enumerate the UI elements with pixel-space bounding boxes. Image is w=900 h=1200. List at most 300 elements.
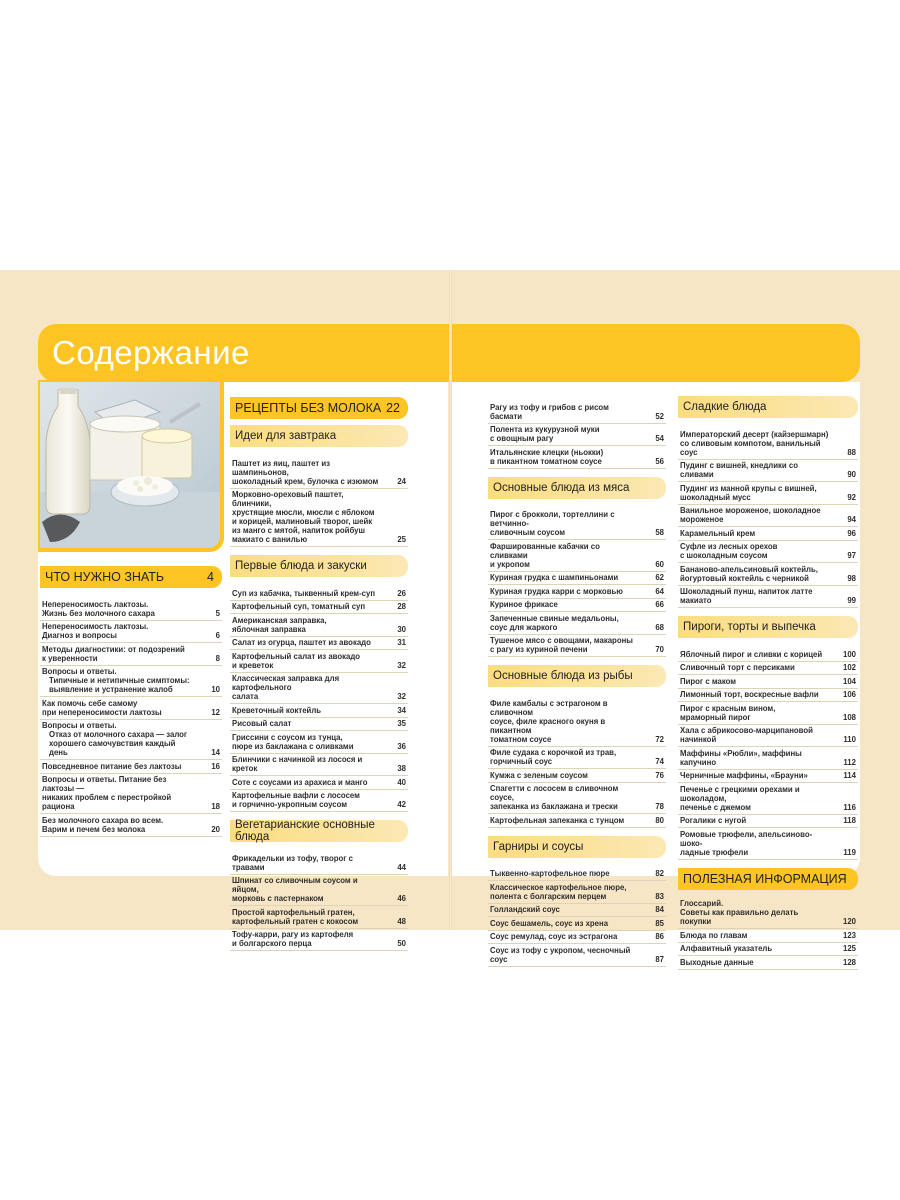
toc-entry-title	[232, 755, 386, 773]
toc-entry-line: Рагу из тофу и грибов с рисом басмати	[490, 402, 609, 421]
toc-entry-line: хрустящие мюсли, мюсли с яблоком	[232, 508, 375, 517]
toc-entry[interactable]	[488, 881, 666, 904]
toc-entry[interactable]	[678, 783, 858, 815]
toc-entry-line: шоколадный крем, булочка с изюмом	[232, 476, 379, 486]
toc-entry-title	[490, 510, 644, 537]
toc-entry[interactable]	[488, 868, 666, 882]
section-header-useful-info[interactable]	[678, 868, 858, 890]
toc-entry-page: 97	[847, 551, 856, 560]
toc-entry-page: 78	[655, 802, 664, 811]
toc-entry[interactable]	[230, 601, 408, 615]
toc-entry-title	[42, 600, 200, 618]
toc-entry-line: Пудинг из манной крупы с вишней,	[680, 483, 817, 493]
toc-entry-line: Пудинг с вишней, кнедлики со сливами	[680, 461, 798, 479]
toc-entry-line: Куриное фрикасе	[490, 600, 558, 609]
toc-entry[interactable]	[678, 898, 858, 930]
toc-entry-title	[42, 775, 200, 811]
toc-entry-line: яблочная заправка	[232, 624, 306, 634]
toc-entry-title	[680, 726, 836, 744]
dairy-products-photo	[40, 382, 220, 548]
section-header[interactable]	[230, 820, 408, 842]
toc-entry-title	[680, 816, 836, 825]
toc-entry[interactable]	[230, 906, 408, 929]
toc-entry-line: Соте с соусами из арахиса и манго	[232, 777, 368, 787]
section-title: ЧТО НУЖНО ЗНАТЬ	[45, 570, 165, 584]
toc-entry-page: 46	[397, 894, 406, 903]
toc-entry-page: 68	[655, 622, 664, 632]
toc-entry-line: Черничные маффины, «Брауни»	[680, 771, 808, 780]
toc-entry-title	[680, 958, 836, 967]
toc-entry-line: с шоколадным соусом	[680, 551, 768, 560]
toc-entry-title	[490, 425, 644, 443]
toc-entry-page: 94	[847, 515, 856, 524]
toc-entry-line: Тушеное мясо с овощами, макароны	[490, 636, 633, 645]
toc-entry-title	[490, 573, 644, 582]
toc-entry-line: Американская заправка,	[232, 615, 327, 625]
toc-entry-line: Картофельный суп, томатный суп	[232, 602, 366, 611]
toc-entry-line: к уверенности	[42, 653, 98, 663]
toc-column-4	[678, 396, 858, 970]
toc-entry-title	[490, 932, 644, 941]
toc-entry-title	[232, 490, 386, 544]
toc-entry-line: с рагу из куриной печени	[490, 645, 588, 654]
toc-entry-title	[490, 448, 644, 466]
toc-entry[interactable]	[230, 776, 408, 790]
toc-entry-title	[680, 899, 836, 926]
toc-entry[interactable]	[488, 585, 666, 599]
toc-entry-line: Вопросы и ответы. Питание без лактозы —	[42, 775, 167, 793]
toc-entry-page: 8	[215, 653, 220, 663]
toc-entry-line: Шоколадный пунш, напиток латте макиато	[680, 587, 813, 605]
toc-entry-line: Запеченные свиные медальоны,	[490, 613, 619, 623]
toc-entry[interactable]	[230, 790, 408, 813]
toc-entry-page: 32	[397, 660, 406, 670]
toc-entry-title	[232, 733, 386, 751]
toc-entry-line: и укропом	[490, 559, 530, 569]
toc-entry-title	[42, 622, 200, 640]
toc-entry-line: Диагноз и вопросы	[42, 631, 117, 640]
toc-entry[interactable]	[40, 697, 222, 720]
toc-entry-line: Шпинат со сливочным соусом и яйцом,	[232, 876, 358, 894]
toc-entry-line: Картофельная запеканка с тунцом	[490, 815, 625, 825]
toc-entry-line: Рисовый салат	[232, 719, 292, 728]
section-title: РЕЦЕПТЫ БЕЗ МОЛОКА	[235, 401, 382, 415]
toc-entry-line: пюре из баклажана с оливками	[232, 741, 354, 751]
toc-entry[interactable]	[488, 931, 666, 945]
toc-entry[interactable]	[488, 540, 666, 572]
toc-entry-title	[680, 749, 836, 767]
toc-entry-page: 120	[842, 917, 856, 926]
toc-entry-page: 48	[397, 916, 406, 926]
toc-entry-page: 54	[655, 434, 664, 443]
toc-entry[interactable]	[678, 828, 858, 860]
toc-entry-title	[490, 600, 644, 609]
toc-entry-line: соус для жаркого	[490, 622, 558, 632]
toc-entry[interactable]	[678, 586, 858, 609]
toc-entry[interactable]	[40, 666, 222, 698]
toc-entry-line: Вопросы и ответы.	[42, 721, 117, 730]
toc-entry-page: 66	[655, 600, 664, 609]
toc-entry[interactable]	[40, 720, 222, 761]
toc-entry-title	[490, 905, 644, 914]
section-header[interactable]	[230, 425, 408, 447]
toc-entry-line: Типичные и нетипичные симптомы:	[49, 676, 190, 685]
toc-entry-title	[680, 785, 836, 812]
toc-entry-line: Сливочный торт с персиками	[680, 663, 795, 672]
toc-entry-line: Ванильное мороженое, шоколадное	[680, 506, 821, 515]
toc-entry-page: 87	[655, 954, 664, 964]
toc-entry-title	[232, 908, 386, 926]
section-header[interactable]	[678, 616, 858, 638]
toc-entry-page: 12	[211, 707, 220, 717]
toc-entry-line: Соус ремулад, соус из эстрагона	[490, 932, 618, 941]
section-page: 4	[207, 570, 214, 584]
toc-entry[interactable]	[40, 598, 222, 621]
toc-entry[interactable]	[678, 747, 858, 770]
toc-entry-line: томатном соусе	[490, 734, 552, 744]
toc-entry-line: Глоссарий.	[680, 899, 724, 908]
toc-entry-line: макиато с ванилью	[232, 535, 308, 544]
toc-entry-page: 56	[655, 456, 664, 466]
toc-entry-line: в пикантном томатном соусе	[490, 456, 602, 466]
toc-entry-line: Салат из огурца, паштет из авокадо	[232, 638, 371, 647]
toc-entry[interactable]	[488, 424, 666, 447]
toc-entry[interactable]	[230, 754, 408, 777]
toc-entry-line: Гриссини с соусом из тунца,	[232, 732, 343, 742]
toc-entry[interactable]	[488, 572, 666, 586]
toc-entry[interactable]	[678, 662, 858, 676]
section-title: ПОЛЕЗНАЯ ИНФОРМАЦИЯ	[683, 871, 847, 886]
section-title: Сладкие блюда	[683, 401, 767, 413]
toc-entry-line: Куриная грудка с шампиньонами	[490, 573, 619, 582]
toc-entry[interactable]	[488, 944, 666, 967]
toc-entry[interactable]	[488, 697, 666, 747]
toc-entry-title	[232, 854, 386, 872]
toc-entry-line: Выходные данные	[680, 957, 754, 967]
toc-entry[interactable]	[230, 457, 408, 489]
toc-entry-title	[232, 459, 386, 486]
toc-entry-title	[680, 587, 836, 605]
toc-entry-line: с овощным рагу	[490, 434, 554, 443]
toc-entry-page: 18	[211, 802, 220, 811]
toc-entry[interactable]	[230, 637, 408, 651]
toc-entry-page: 58	[655, 528, 664, 537]
toc-entry-line: Филе судака с корочкой из трав,	[490, 748, 617, 757]
toc-entry-page: 35	[397, 719, 406, 728]
toc-entry[interactable]	[40, 774, 222, 815]
toc-entry[interactable]	[678, 527, 858, 541]
toc-entry-line: Голландский соус	[490, 905, 560, 914]
toc-entry-page: 14	[211, 748, 220, 757]
toc-entry-line: Морковно-ореховый паштет, блинчики,	[232, 490, 344, 508]
toc-entry-page: 70	[655, 645, 664, 654]
toc-entry[interactable]	[678, 929, 858, 943]
toc-entry[interactable]	[230, 731, 408, 754]
toc-entry-page: 85	[655, 918, 664, 928]
toc-entry[interactable]	[230, 650, 408, 673]
toc-entry-line: Пирог с красным вином,	[680, 703, 776, 713]
toc-entry-page: 31	[397, 638, 406, 647]
toc-entry-line: выявление и устранение жалоб	[49, 685, 173, 694]
toc-entry[interactable]	[678, 675, 858, 689]
toc-entry-page: 50	[397, 939, 406, 948]
toc-entry-line: мраморный пирог	[680, 712, 751, 722]
toc-entry-line: Спагетти с лососем в сливочном соусе,	[490, 784, 619, 802]
toc-entry-line: салата	[232, 692, 259, 701]
toc-entry[interactable]	[678, 460, 858, 483]
toc-entry-page: 86	[655, 932, 664, 941]
toc-entry-page: 32	[397, 692, 406, 701]
section-header[interactable]	[678, 396, 858, 418]
toc-entry-page: 100	[842, 649, 856, 659]
toc-entry-line: Лимонный торт, воскресные вафли	[680, 690, 819, 699]
toc-entry-line: Алфавитный указатель	[680, 944, 773, 953]
toc-entry-page: 108	[842, 712, 856, 722]
toc-entry-page: 112	[843, 757, 856, 767]
toc-entry-title	[232, 674, 386, 701]
toc-entry-page: 16	[211, 761, 220, 771]
toc-entry[interactable]	[488, 747, 666, 770]
toc-entry[interactable]	[488, 917, 666, 931]
toc-entry[interactable]	[678, 505, 858, 528]
toc-entry[interactable]	[488, 612, 666, 635]
toc-entry-line: Тыквенно-картофельное пюре	[490, 869, 610, 878]
toc-entry[interactable]	[230, 614, 408, 637]
toc-entry-page: 88	[847, 447, 856, 457]
toc-entry[interactable]	[488, 769, 666, 783]
section-header-recipes[interactable]	[230, 397, 408, 419]
toc-entry[interactable]	[678, 648, 858, 662]
toc-entry-page: 110	[843, 735, 856, 744]
toc-entry-title	[42, 721, 200, 757]
toc-entry-page: 40	[397, 777, 406, 787]
toc-entry-title	[232, 778, 386, 787]
toc-entry-page: 76	[655, 770, 664, 780]
toc-entry-page: 6	[215, 631, 220, 640]
toc-entry-line: йогуртовый коктейль с черникой	[680, 573, 809, 583]
toc-entry[interactable]	[40, 621, 222, 644]
toc-entry-page: 119	[843, 847, 856, 857]
section-page: 22	[386, 401, 400, 415]
toc-entry[interactable]	[678, 428, 858, 460]
toc-entry-title	[680, 771, 836, 780]
toc-entry-line: сливочным соусом	[490, 528, 566, 537]
toc-entry[interactable]	[678, 689, 858, 703]
toc-entry-line: Повседневное питание без лактозы	[42, 761, 182, 771]
section-header[interactable]	[488, 836, 666, 858]
toc-entry-page: 116	[843, 802, 856, 812]
toc-entry-line: Суфле из лесных орехов	[680, 542, 778, 551]
toc-entry-line: Соус бешамель, соус из хрена	[490, 918, 609, 928]
toc-entry-title	[490, 869, 644, 878]
toc-entry-line: Отказ от молочного сахара — залог	[49, 730, 188, 739]
toc-entry[interactable]	[678, 482, 858, 505]
toc-entry-title	[232, 652, 386, 670]
toc-entry-line: и креветок	[232, 660, 274, 670]
toc-entry-line: соусе, филе красного окуня в пикантном	[490, 716, 606, 735]
toc-entry-title	[232, 638, 386, 647]
toc-entry-page: 38	[397, 764, 406, 773]
toc-entry-title	[680, 650, 836, 659]
toc-entry-line: Филе камбалы с эстрагоном в сливочном	[490, 698, 608, 717]
toc-column-2	[230, 397, 408, 951]
toc-entry-title	[680, 430, 836, 457]
toc-entry[interactable]	[230, 852, 408, 875]
toc-entry[interactable]	[230, 929, 408, 952]
toc-entry-line: Полента из кукурузной муки	[490, 425, 600, 434]
toc-entry-line: Суп из кабачка, тыквенный крем-суп	[232, 588, 376, 598]
toc-entry-line: Классическое картофельное пюре,	[490, 882, 627, 892]
toc-entry-title	[680, 944, 836, 953]
toc-entry-title	[490, 403, 644, 421]
toc-entry[interactable]	[678, 815, 858, 829]
toc-entry-title	[680, 704, 836, 722]
toc-entry-line: Картофельный салат из авокадо	[232, 651, 361, 661]
toc-entry[interactable]	[230, 489, 408, 548]
toc-entry-line: Кумжа с зеленым соусом	[490, 770, 588, 780]
toc-entry-title	[490, 614, 644, 632]
toc-entry-title	[232, 706, 386, 715]
toc-entry-line: Бананово-апельсиновый коктейль,	[680, 564, 818, 574]
toc-entry-page: 74	[655, 757, 664, 766]
toc-entry[interactable]	[230, 704, 408, 718]
toc-list	[678, 396, 858, 970]
toc-list	[230, 425, 408, 951]
toc-entry-title	[490, 587, 644, 596]
toc-entry-page: 52	[655, 411, 664, 421]
toc-entry-line: из манго с мятой, напиток ройбуш	[232, 526, 366, 535]
toc-entry-title	[680, 677, 836, 686]
toc-entry-title	[232, 589, 386, 598]
toc-entry[interactable]	[488, 401, 666, 424]
toc-entry-title	[680, 690, 836, 699]
toc-entry-page: 98	[847, 573, 856, 583]
toc-column-3	[488, 401, 666, 967]
section-header[interactable]	[488, 477, 666, 499]
toc-entry-line: печенье с джемом	[680, 802, 751, 812]
toc-entry-line: Советы как правильно делать покупки	[680, 908, 799, 926]
section-header-what-to-know[interactable]	[40, 566, 222, 588]
toc-entry-line: Без молочного сахара во всем.	[42, 815, 164, 825]
toc-entry-line: Непереносимость лактозы.	[42, 599, 149, 609]
toc-entry[interactable]	[678, 541, 858, 564]
toc-entry-line: никаких проблем с перестройкой рациона	[42, 793, 172, 811]
toc-entry-page: 128	[842, 957, 856, 967]
section-header[interactable]	[230, 555, 408, 577]
toc-entry[interactable]	[40, 760, 222, 774]
toc-entry[interactable]	[678, 943, 858, 957]
toc-entry[interactable]	[230, 875, 408, 907]
toc-entry-page: 44	[397, 862, 406, 872]
toc-entry-title	[490, 699, 644, 744]
toc-entry-title	[680, 529, 836, 538]
toc-entry[interactable]	[230, 718, 408, 732]
toc-entry-page: 125	[842, 944, 856, 953]
toc-entry-line: Как помочь себе самому	[42, 698, 138, 708]
toc-entry-title	[490, 748, 644, 766]
toc-entry[interactable]	[40, 814, 222, 837]
toc-entry[interactable]	[40, 643, 222, 666]
toc-entry-line: ладные трюфели	[680, 847, 749, 857]
toc-entry[interactable]	[488, 635, 666, 658]
toc-entry-page: 92	[847, 492, 856, 502]
toc-entry-title	[232, 602, 386, 611]
toc-entry-title	[232, 791, 386, 809]
toc-entry-page: 83	[655, 891, 664, 901]
section-title: Первые блюда и закуски	[235, 560, 367, 572]
toc-entry[interactable]	[488, 446, 666, 469]
toc-entry[interactable]	[678, 563, 858, 586]
toc-entry-title	[490, 784, 644, 811]
toc-entry-line: шоколадный мусс	[680, 492, 751, 502]
toc-entry-line: Паштет из яиц, паштет из шампиньонов,	[232, 458, 331, 477]
toc-entry-title	[42, 816, 200, 834]
toc-entry[interactable]	[488, 509, 666, 541]
toc-entry[interactable]	[488, 599, 666, 613]
toc-entry-title	[232, 616, 386, 634]
toc-entry-page: 20	[211, 824, 220, 834]
toc-entry-line: Яблочный пирог и сливки с корицей	[680, 649, 823, 659]
toc-entry-title	[680, 542, 836, 560]
toc-entry-title	[42, 667, 200, 694]
toc-entry-line: Жизнь без молочного сахара	[42, 608, 155, 618]
toc-entry-line: Печенье с грецкими орехами и шоколадом,	[680, 784, 800, 803]
toc-entry-title	[490, 919, 644, 928]
toc-entry-page: 10	[211, 685, 220, 694]
toc-entry-line: запеканка из баклажана и трески	[490, 802, 618, 811]
toc-entry[interactable]	[488, 783, 666, 815]
toc-list	[488, 401, 666, 967]
toc-entry-line: Вопросы и ответы.	[42, 667, 117, 676]
toc-entry-line: Фаршированные кабачки со сливками	[490, 541, 600, 560]
toc-entry-page: 24	[397, 476, 406, 486]
toc-entry-line: Креветочный коктейль	[232, 705, 322, 715]
section-header[interactable]	[488, 665, 666, 687]
toc-entry[interactable]	[678, 770, 858, 784]
toc-entry-page: 102	[842, 663, 856, 672]
toc-entry-title	[490, 883, 644, 901]
toc-entry-line: начинкой	[680, 735, 717, 744]
toc-entry-page: 104	[842, 676, 856, 686]
toc-entry-page: 90	[847, 470, 856, 479]
toc-entry-line: и горчично-укропным соусом	[232, 800, 348, 809]
toc-entry-page: 34	[397, 705, 406, 715]
toc-entry[interactable]	[230, 587, 408, 601]
toc-entry-line: Блюда по главам	[680, 930, 748, 940]
toc-entry[interactable]	[678, 956, 858, 970]
toc-entry-page: 60	[655, 559, 664, 569]
toc-entry-title	[680, 484, 836, 502]
toc-entry-title	[42, 645, 200, 663]
toc-entry-line: Непереносимость лактозы.	[42, 622, 149, 631]
toc-entry-title	[680, 931, 836, 940]
toc-entry[interactable]	[230, 673, 408, 705]
toc-entry-page: 106	[842, 690, 856, 699]
page-title: Содержание	[52, 334, 250, 371]
toc-entry[interactable]	[488, 814, 666, 828]
section-title: Вегетарианские основные блюда	[235, 819, 375, 843]
toc-entry[interactable]	[678, 725, 858, 748]
toc-entry-line: полента с болгарским перцем	[490, 891, 607, 901]
toc-entry[interactable]	[678, 702, 858, 725]
toc-entry-title	[680, 830, 836, 857]
toc-entry[interactable]	[488, 904, 666, 918]
toc-entry-title	[680, 506, 836, 524]
section-title: Пироги, торты и выпечка	[683, 621, 816, 633]
toc-entry-page: 99	[847, 596, 856, 605]
section-title: Основные блюда из рыбы	[493, 670, 633, 682]
toc-entry-page: 84	[655, 905, 664, 914]
